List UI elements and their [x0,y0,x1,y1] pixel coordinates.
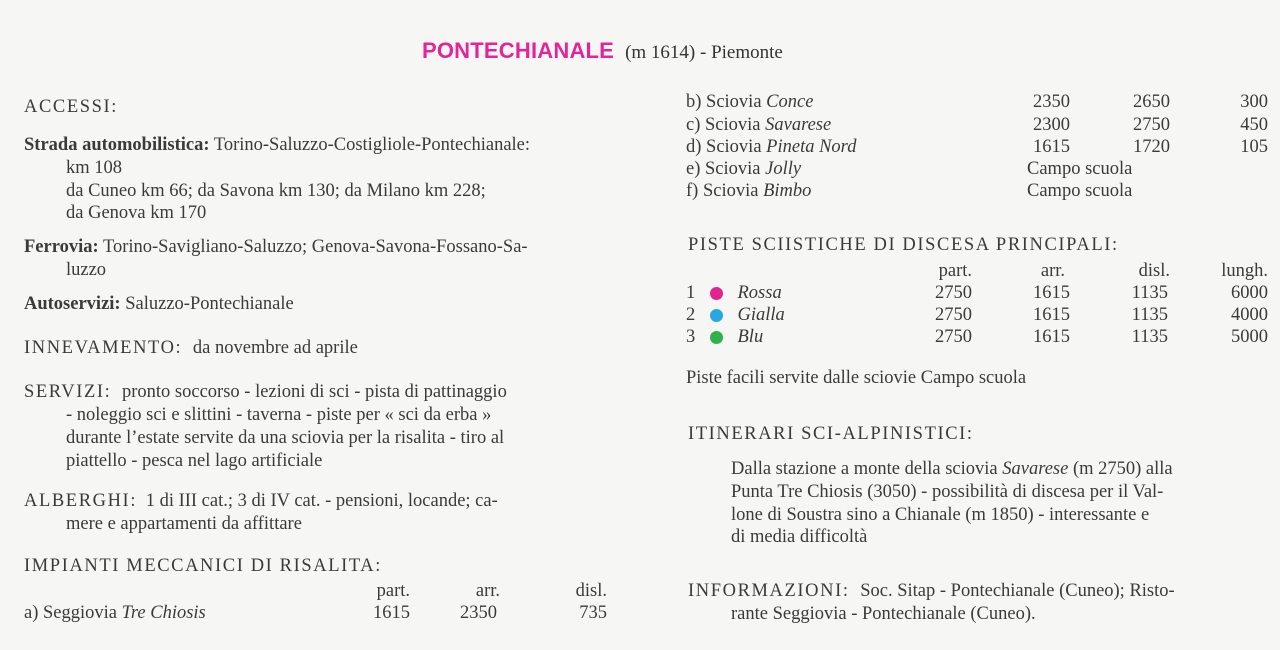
piste-part: 2750 [935,305,972,325]
strada-route: Torino-Saluzzo-Costigliole-Pontechianale: [213,135,531,155]
piste-part: 2750 [935,327,972,347]
autoservizi-text: Saluzzo-Pontechianale [125,294,294,314]
impianti-row-f [686,180,811,203]
piste-lungh: 6000 [1231,283,1268,303]
strada-line2: km 108 [66,158,123,178]
impianti-name: Pineta Nord [766,137,857,157]
impianti-letter: d) [686,137,702,157]
piste-row-2 [686,304,785,327]
impianti-type: Sciovia [706,92,762,112]
piste-lungh: 5000 [1231,327,1268,347]
impianti-type: Seggiovia [43,603,117,623]
impianti-disl: 735 [579,603,607,623]
itinerari-text-pre: Dalla stazione a monte della sciovia [731,459,998,479]
servizi-line3: durante l’estate servite da una sciovia per la risalita - tiro al [66,428,505,448]
piste-num: 3 [686,327,696,347]
piste-arr: 1615 [1033,305,1070,325]
itinerari-line4: di media difficoltà [731,527,868,547]
piste-disl: 1135 [1131,305,1168,325]
itinerari-heading: ITINERARI SCI-ALPINISTICI: [688,424,974,444]
itinerari-text-italic: Savarese [1002,459,1069,479]
impianti-name: Conce [766,92,814,112]
piste-disl: 1135 [1131,283,1168,303]
piste-row-1 [686,282,782,305]
alberghi-text1: 1 di III cat.; 3 di IV cat. - pensioni, locande; ca- [145,491,498,511]
piste-col-part: part. [938,261,972,281]
servizi-heading: SERVIZI: [24,382,112,402]
impianti-arr: 2650 [1133,92,1170,112]
title-name: PONTECHIANALE [422,38,615,63]
impianti-letter: c) [686,115,701,135]
itinerari-line1 [731,458,1173,481]
green-dot-icon [710,331,723,344]
itinerari-text-post: (m 2750) alla [1072,459,1173,479]
impianti-type: Sciovia [705,159,761,179]
piste-heading: PISTE SCIISTICHE DI DISCESA PRINCIPALI: [688,235,1119,255]
impianti-letter: b) [686,92,702,112]
impianti-name: Bimbo [763,181,812,201]
impianti-name: Jolly [765,159,802,179]
piste-lungh: 4000 [1231,305,1268,325]
impianti-disl: 450 [1240,115,1268,135]
informazioni-text1: Soc. Sitap - Pontechianale (Cuneo); Risto- [860,581,1175,601]
piste-num: 1 [686,283,696,303]
impianti-col-disl: disl. [575,581,607,601]
blue-dot-icon [710,309,723,322]
autoservizi-label: Autoservizi: [24,294,121,314]
piste-arr: 1615 [1033,327,1070,347]
piste-col-lungh: lungh. [1221,261,1268,281]
servizi-line4: piattello - pesca nel lago artificiale [66,451,323,471]
alberghi-line1 [24,490,498,513]
impianti-type: Sciovia [702,181,759,201]
impianti-part: 2350 [1033,92,1070,112]
ferrovia-line1 [24,236,528,259]
impianti-letter: f) [686,181,699,201]
impianti-col-part: part. [376,581,410,601]
impianti-letter: a) [24,603,39,623]
ferrovia-line2: luzzo [66,260,107,280]
ferrovia-route: Torino-Savigliano-Saluzzo; Genova-Savona-Fossano-Sa- [102,237,528,257]
impianti-row-d [686,136,856,159]
title-altitude-region: (m 1614) - Piemonte [625,42,783,63]
piste-name: Rossa [737,283,782,303]
informazioni-line2: rante Seggiovia - Pontechianale (Cuneo). [731,604,1036,624]
piste-arr: 1615 [1033,283,1070,303]
impianti-part: 2300 [1033,115,1070,135]
accessi-heading: ACCESSI: [24,97,119,117]
impianti-type: Sciovia [705,115,761,135]
impianti-letter: e) [686,159,701,179]
servizi-line1 [24,381,507,404]
impianti-part: 1615 [1033,137,1070,157]
impianti-col-arr: arr. [475,581,500,601]
alberghi-line2: mere e appartamenti da affittare [66,514,302,534]
impianti-part: 1615 [373,603,410,623]
strada-label: Strada automobilistica: [24,135,210,155]
strada-line3: da Cuneo km 66; da Savona km 130; da Milano km 228; [66,181,486,201]
ferrovia-label: Ferrovia: [24,237,99,257]
piste-name: Gialla [737,305,785,325]
impianti-arr: 1720 [1133,137,1170,157]
impianti-type: Sciovia [706,137,762,157]
piste-part: 2750 [935,283,972,303]
impianti-name: Tre Chiosis [121,603,206,623]
impianti-note: Campo scuola [1027,159,1133,179]
alberghi-heading: ALBERGHI: [24,491,138,511]
itinerari-line3: lone di Soustra sino a Chianale (m 1850) - interessante e [731,505,1150,525]
servizi-text1: pronto soccorso - lezioni di sci - pista di pattinaggio [122,382,507,402]
strada-line4: da Genova km 170 [66,203,207,223]
autoservizi-line [24,293,294,316]
innevamento-text: da novembre ad aprile [192,338,358,358]
piste-row-3 [686,326,763,349]
impianti-heading: IMPIANTI MECCANICI DI RISALITA: [24,556,382,576]
innevamento-line [24,337,358,360]
page-title [422,38,783,64]
piste-num: 2 [686,305,696,325]
innevamento-heading: INNEVAMENTO: [24,338,183,358]
impianti-row-a [24,602,206,625]
impianti-note: Campo scuola [1027,181,1133,201]
impianti-arr: 2750 [1133,115,1170,135]
impianti-disl: 105 [1240,137,1268,157]
informazioni-line1 [688,580,1175,603]
pink-dot-icon [710,287,723,300]
impianti-row-e [686,158,801,181]
piste-note: Piste facili servite dalle sciovie Campo scuola [686,368,1027,388]
impianti-name: Savarese [765,115,832,135]
itinerari-line2: Punta Tre Chiosis (3050) - possibilità di discesa per il Val- [731,482,1164,502]
impianti-row-c [686,114,831,137]
informazioni-heading: INFORMAZIONI: [688,581,850,601]
piste-col-disl: disl. [1138,261,1170,281]
impianti-disl: 300 [1240,92,1268,112]
piste-disl: 1135 [1131,327,1168,347]
impianti-arr: 2350 [460,603,497,623]
piste-name: Blu [737,327,764,347]
impianti-row-b [686,91,813,114]
servizi-line2: - noleggio sci e slittini - taverna - piste per « sci da erba » [66,405,492,425]
piste-col-arr: arr. [1040,261,1065,281]
strada-line1 [24,134,530,157]
